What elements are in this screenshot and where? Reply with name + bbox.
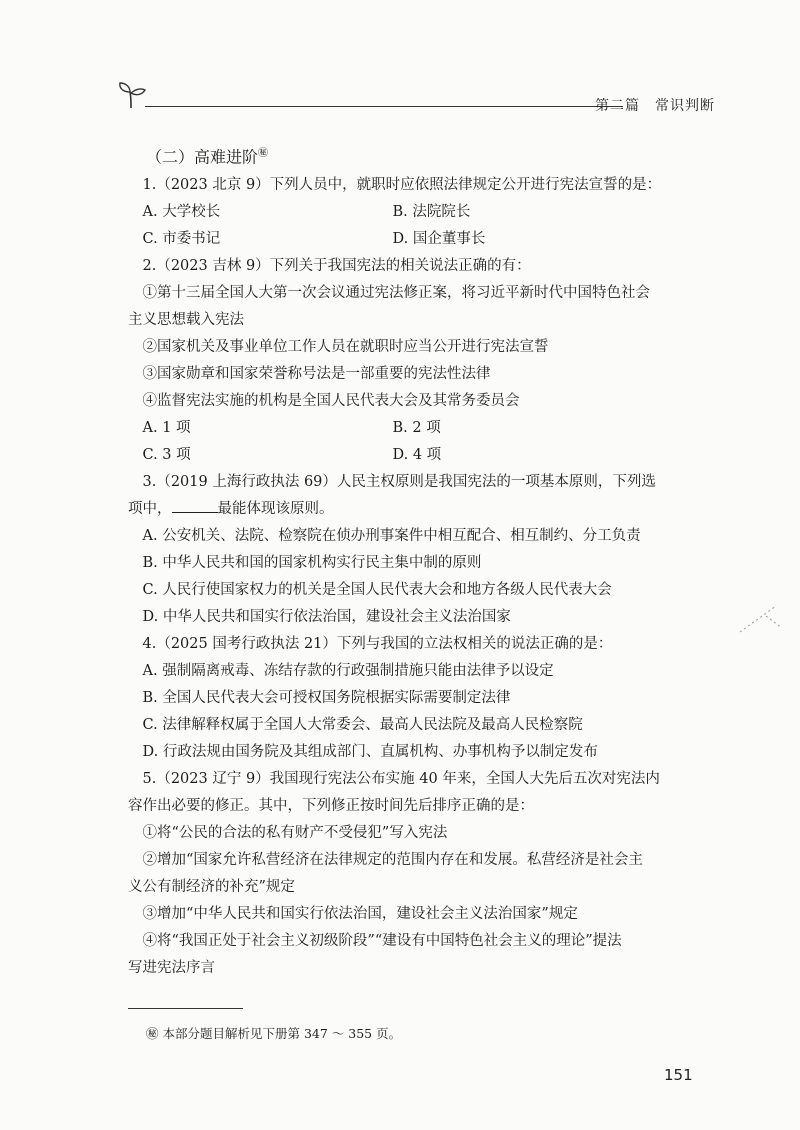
question-2-option-a: A. 1 项 — [142, 420, 191, 437]
question-2-options-row-1 — [128, 415, 708, 442]
question-3-option-c: C. 人民行使国家权力的机关是全国人民代表大会和地方各级人民代表大会 — [142, 582, 612, 599]
question-2-item-1-cont: 主义思想载入宪法 — [128, 312, 244, 329]
question-3-stem-line-1: 3.（2019 上海行政执法 69）人民主权原则是我国宪法的一项基本原则，下列选 — [142, 474, 656, 491]
question-3-stem-pre: 项中， — [128, 501, 172, 518]
question-5-item-3: ③增加“中华人民共和国实行依法治国，建设社会主义法治国家”规定 — [142, 906, 578, 923]
question-4-option-c: C. 法律解释权属于全国人大常委会、最高人民法院及最高人民检察院 — [142, 717, 583, 734]
question-2-options-row-2 — [128, 442, 708, 469]
question-5-item-1: ①将“公民的合法的私有财产不受侵犯”写入宪法 — [142, 825, 448, 842]
note-mark-icon: ㊙ — [258, 148, 269, 159]
section-title — [146, 140, 708, 170]
answer-blank — [172, 498, 218, 513]
question-3-option-b: B. 中华人民共和国的国家机构实行民主集中制的原则 — [142, 555, 482, 572]
question-2-item-4: ④监督宪法实施的机构是全国人民代表大会及其常务委员会 — [142, 393, 520, 410]
question-3-stem-post: 最能体现该原则。 — [217, 501, 334, 518]
question-2-item-1: ①第十三届全国人大第一次会议通过宪法修正案，将习近平新时代中国特色社会 — [142, 285, 650, 302]
sprout-icon — [115, 78, 149, 112]
question-2-option-c: C. 3 项 — [142, 447, 191, 464]
question-1-option-c: C. 市委书记 — [142, 231, 221, 248]
question-2-stem: 2.（2023 吉林 9）下列关于我国宪法的相关说法正确的有： — [142, 258, 531, 275]
question-4-stem: 4.（2025 国考行政执法 21）下列与我国的立法权相关的说法正确的是： — [142, 636, 613, 653]
question-3-option-a: A. 公安机关、法院、检察院在侦办刑事案件中相互配合、相互制约、分工负责 — [142, 528, 641, 545]
footnote: ㊙ 本部分题目解析见下册第 347 ～ 355 页。 — [146, 1026, 402, 1041]
question-2-item-3: ③国家勋章和国家荣誉称号法是一部重要的宪法性法律 — [142, 366, 491, 383]
page-number: 151 — [664, 1066, 693, 1084]
header-rule — [145, 106, 623, 107]
question-4-option-b: B. 全国人民代表大会可授权国务院根据实际需要制定法律 — [142, 690, 511, 707]
question-1-options-row-1 — [128, 199, 708, 226]
question-3-option-d: D. 中华人民共和国实行依法治国，建设社会主义法治国家 — [142, 609, 511, 626]
question-1-stem: 1.（2023 北京 9）下列人员中，就职时应依照法律规定公开进行宪法宣誓的是： — [142, 177, 662, 194]
question-4-option-d: D. 行政法规由国务院及其组成部门、直属机构、办事机构予以制定发布 — [142, 744, 598, 761]
question-1-options-row-2 — [128, 226, 708, 253]
page-content — [128, 140, 708, 982]
section-title-text: （二）高难进阶 — [146, 147, 259, 167]
question-1-option-a: A. 大学校长 — [142, 204, 221, 221]
question-5-stem-line-1: 5.（2023 辽宁 9）我国现行宪法公布实施 40 年来，全国人大先后五次对宪法内 — [142, 771, 660, 788]
question-5-item-4-cont: 写进宪法序言 — [128, 960, 215, 977]
question-4-option-a: A. 强制隔离戒毒、冻结存款的行政强制措施只能由法律予以设定 — [142, 663, 554, 680]
question-5-stem-line-2: 容作出必要的修正。其中，下列修正按时间先后排序正确的是： — [128, 798, 534, 815]
question-1-option-b: B. 法院院长 — [392, 204, 471, 221]
question-2-item-2: ②国家机关及事业单位工作人员在就职时应当公开进行宪法宣誓 — [142, 339, 549, 356]
scan-mark-icon — [736, 600, 786, 640]
question-2-option-b: B. 2 项 — [392, 420, 441, 437]
footnote-rule — [128, 1008, 243, 1009]
question-3-stem-line-2 — [128, 496, 708, 523]
question-2-option-d: D. 4 项 — [392, 447, 442, 464]
header-title: 第二篇 常识判断 — [595, 98, 715, 114]
question-1-option-d: D. 国企董事长 — [392, 231, 486, 248]
page-header — [115, 78, 715, 118]
question-5-item-4: ④将“我国正处于社会主义初级阶段”“建设有中国特色社会主义的理论”提法 — [142, 933, 622, 950]
question-5-item-2-cont: 义公有制经济的补充”规定 — [128, 879, 295, 896]
question-5-item-2: ②增加“国家允许私营经济在法律规定的范围内存在和发展。私营经济是社会主 — [142, 852, 643, 869]
